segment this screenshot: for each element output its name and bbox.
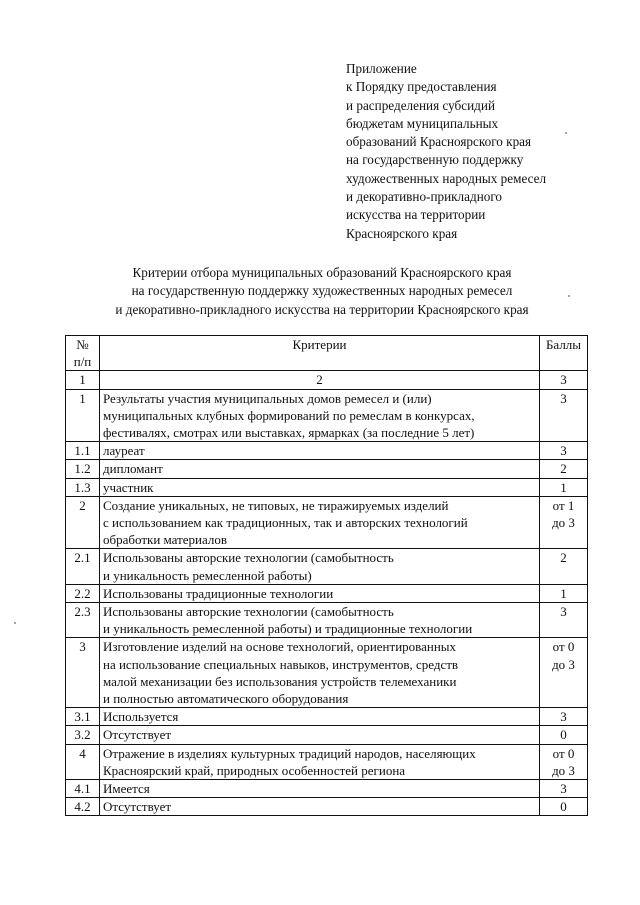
criteria-line: Создание уникальных, не типовых, не тиражируемых изделий — [103, 497, 449, 513]
table-row — [66, 638, 588, 708]
criteria-line: и уникальность ремесленной работы) — [103, 567, 312, 583]
row-number: 2.2 — [66, 584, 100, 602]
criteria-line: участник — [103, 479, 154, 495]
header-criteria — [100, 336, 540, 371]
row-number: 2.3 — [66, 603, 100, 638]
criteria-line: Результаты участия муниципальных домов ремесел и (или) — [103, 390, 432, 406]
row-criteria — [100, 496, 540, 549]
row-points — [540, 638, 588, 708]
table-row — [66, 460, 588, 478]
row-points — [540, 584, 588, 602]
appendix-line: и декоративно-прикладного — [346, 189, 503, 205]
row-number: 3.1 — [66, 708, 100, 726]
criteria-line: Использованы авторские технологии (самобытность — [103, 604, 394, 620]
row-criteria — [100, 549, 540, 584]
points-line: 0 — [560, 727, 567, 743]
row-criteria — [100, 744, 540, 779]
title-line: на государственную поддержку художественных народных ремесел — [131, 283, 513, 299]
table-header-row — [66, 336, 588, 371]
row-criteria — [100, 708, 540, 726]
points-line: до 3 — [552, 515, 575, 531]
row-points — [540, 780, 588, 798]
table-row — [66, 780, 588, 798]
criteria-table-body — [66, 336, 588, 816]
criteria-line: Отражение в изделиях культурных традиций народов, населяющих — [103, 745, 476, 761]
row-criteria — [100, 442, 540, 460]
table-row — [66, 389, 588, 442]
criteria-line: обработки материалов — [103, 532, 228, 548]
table-row — [66, 603, 588, 638]
points-line: до 3 — [552, 656, 575, 672]
criteria-line: на использование специальных навыков, инструментов, средств — [103, 656, 459, 672]
criteria-line: лауреат — [103, 443, 145, 459]
row-number: 2.1 — [66, 549, 100, 584]
appendix-line: и распределения субсидий — [346, 97, 496, 113]
row-number: 3.2 — [66, 726, 100, 744]
criteria-line: Отсутствует — [103, 727, 172, 743]
row-number: 1.2 — [66, 460, 100, 478]
header-num-line: п/п — [73, 354, 92, 370]
table-row — [66, 442, 588, 460]
row-points — [540, 744, 588, 779]
points-line: 3 — [560, 443, 567, 459]
points-line: от 0 — [552, 745, 575, 761]
appendix-block — [346, 60, 606, 243]
table-row — [66, 744, 588, 779]
points-line: от 1 — [552, 497, 575, 513]
row-points — [540, 549, 588, 584]
row-number: 1 — [66, 389, 100, 442]
row-criteria — [100, 798, 540, 816]
row-points — [540, 708, 588, 726]
table-row — [66, 584, 588, 602]
header-criteria-label: Критерии — [292, 337, 347, 352]
index-criteria: 2 — [100, 371, 540, 389]
row-points — [540, 798, 588, 816]
points-line: 3 — [560, 781, 567, 797]
points-line: 0 — [560, 799, 567, 815]
criteria-line: и полностью автоматического оборудования — [103, 691, 349, 707]
appendix-line: бюджетам муниципальных — [346, 115, 499, 131]
header-num-line: № — [76, 337, 89, 352]
row-points — [540, 496, 588, 549]
points-line: 3 — [560, 709, 567, 725]
row-criteria — [100, 726, 540, 744]
points-line: от 0 — [552, 639, 575, 655]
row-criteria — [100, 460, 540, 478]
points-line: до 3 — [552, 762, 575, 778]
criteria-line: с использованием как традиционных, так и авторских технологий — [103, 515, 468, 531]
points-line: 2 — [560, 550, 567, 566]
appendix-line: Красноярского края — [346, 225, 458, 241]
document-title — [30, 264, 614, 319]
row-criteria — [100, 638, 540, 708]
index-points: 3 — [540, 371, 588, 389]
header-num — [66, 336, 100, 371]
title-line: Критерии отбора муниципальных образований Красноярского края — [132, 265, 512, 280]
table-row — [66, 726, 588, 744]
appendix-line: образований Красноярского края — [346, 134, 532, 150]
criteria-line: Имеется — [103, 781, 150, 797]
criteria-line: и уникальность ремесленной работы) и традиционные технологии — [103, 621, 473, 637]
scan-speck — [565, 132, 567, 134]
appendix-line: к Порядку предоставления — [346, 79, 497, 95]
row-points — [540, 603, 588, 638]
scan-speck — [568, 295, 570, 297]
row-criteria — [100, 603, 540, 638]
row-points — [540, 442, 588, 460]
table-index-row — [66, 371, 588, 389]
index-num: 1 — [66, 371, 100, 389]
points-line: 1 — [560, 585, 567, 601]
points-line: 1 — [560, 479, 567, 495]
criteria-line: фестивалях, смотрах или выставках, ярмарках (за последние 5 лет) — [103, 425, 475, 441]
criteria-line: дипломант — [103, 461, 163, 477]
table-row — [66, 478, 588, 496]
row-criteria — [100, 584, 540, 602]
row-number: 2 — [66, 496, 100, 549]
criteria-line: Использованы традиционные технологии — [103, 585, 334, 601]
scan-speck — [14, 622, 16, 624]
points-line: 3 — [560, 604, 567, 620]
header-points-label: Баллы — [545, 337, 582, 352]
row-number: 1.1 — [66, 442, 100, 460]
appendix-line: искусства на территории — [346, 207, 486, 223]
row-points — [540, 726, 588, 744]
table-row — [66, 708, 588, 726]
criteria-line: муниципальных клубных формирований по ремеслам в конкурсах, — [103, 407, 475, 423]
row-points — [540, 389, 588, 442]
row-number: 1.3 — [66, 478, 100, 496]
row-criteria — [100, 478, 540, 496]
appendix-line: на государственную поддержку — [346, 152, 524, 168]
row-points — [540, 478, 588, 496]
header-points — [540, 336, 588, 371]
table-row — [66, 798, 588, 816]
criteria-line: Красноярский край, природных особенностей региона — [103, 762, 406, 778]
row-criteria — [100, 780, 540, 798]
appendix-line: Приложение — [346, 61, 417, 76]
row-number: 3 — [66, 638, 100, 708]
criteria-line: Использованы авторские технологии (самобытность — [103, 550, 394, 566]
table-row — [66, 549, 588, 584]
criteria-line: Отсутствует — [103, 799, 172, 815]
criteria-table — [65, 335, 588, 816]
table-row — [66, 496, 588, 549]
row-points — [540, 460, 588, 478]
row-number: 4.1 — [66, 780, 100, 798]
row-number: 4.2 — [66, 798, 100, 816]
row-criteria — [100, 389, 540, 442]
criteria-line: малой механизации без использования устройств телемеханики — [103, 673, 457, 689]
points-line: 2 — [560, 461, 567, 477]
points-line: 3 — [560, 390, 567, 406]
criteria-line: Используется — [103, 709, 179, 725]
criteria-line: Изготовление изделий на основе технологий, ориентированных — [103, 639, 457, 655]
appendix-line: художественных народных ремесел — [346, 170, 547, 186]
row-number: 4 — [66, 744, 100, 779]
title-line: и декоративно-прикладного искусства на территории Красноярского края — [115, 301, 529, 317]
